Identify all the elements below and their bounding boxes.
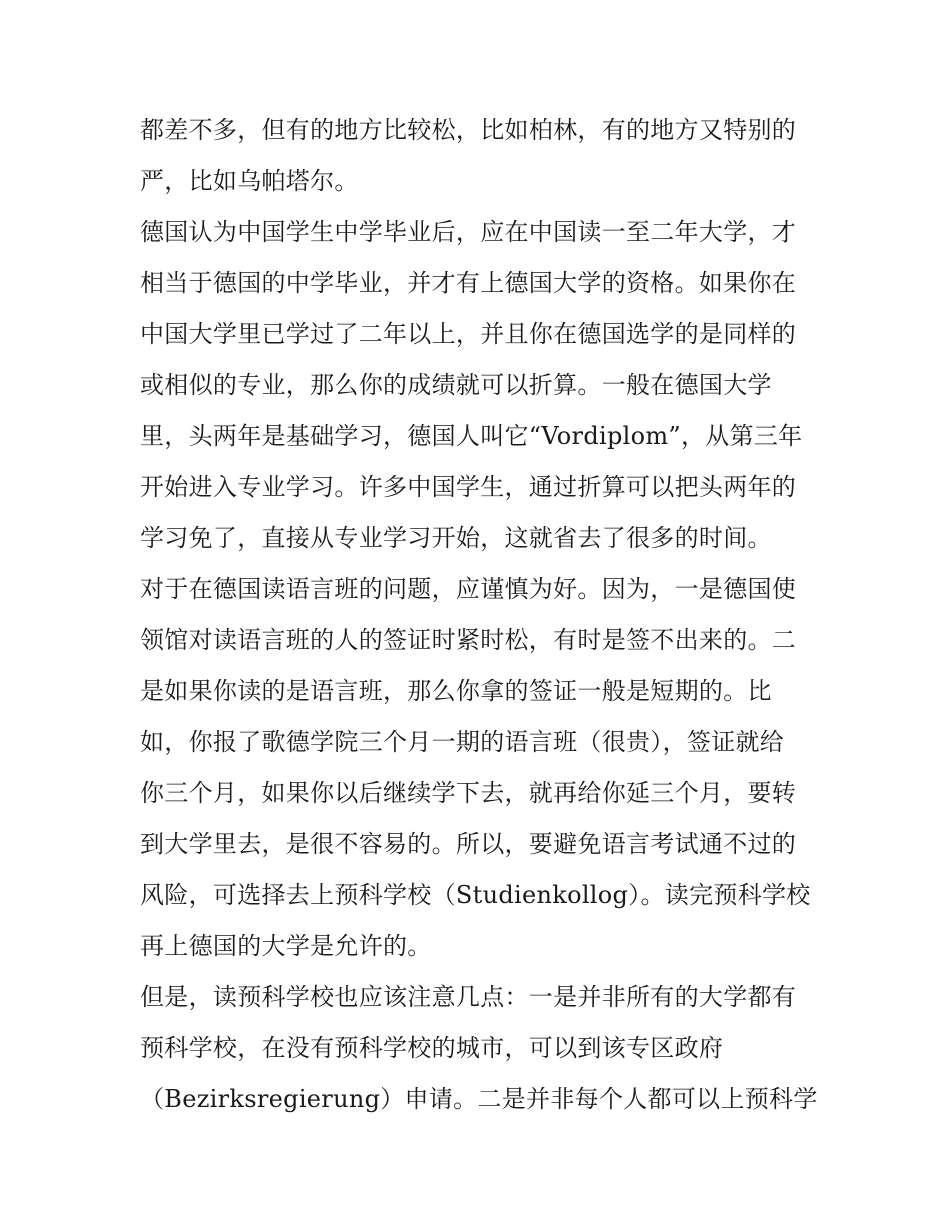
text-line: 学习免了，直接从专业学习开始，这就省去了很多的时间。 [140,524,772,552]
text-line: 领馆对读语言班的人的签证时紧时松，有时是签不出来的。二 [140,626,797,654]
text-line: 如，你报了歌德学院三个月一期的语言班（很贵），签证就给 [140,728,785,756]
text-line: 开始进入专业学习。许多中国学生，通过折算可以把头两年的 [140,473,797,501]
text-line: 你三个月，如果你以后继续学下去，就再给你延三个月，要转 [140,779,797,807]
text-line: 预科学校，在没有预科学校的城市，可以到该专区政府 [140,1034,724,1062]
text-line: 对于在德国读语言班的问题，应谨慎为好。因为，一是德国使 [140,575,797,603]
text-line: 严，比如乌帕塔尔。 [140,167,359,195]
text-line: 德国认为中国学生中学毕业后，应在中国读一至二年大学，才 [140,218,797,246]
text-line: 到大学里去，是很不容易的。所以，要避免语言考试通不过的 [140,830,797,858]
text-line: 是如果你读的是语言班，那么你拿的签证一般是短期的。比 [140,677,772,705]
document-page [140,108,830,1128]
text-line: （Bezirksregierung）申请。二是并非每个人都可以上预科学 [140,1085,818,1113]
text-line: 风险，可选择去上预科学校（Studienkollog）。读完预科学校 [140,881,811,909]
text-line: 相当于德国的中学毕业，并才有上德国大学的资格。如果你在 [140,269,797,297]
text-line: 或相似的专业，那么你的成绩就可以折算。一般在德国大学 [140,371,772,399]
text-line: 再上德国的大学是允许的。 [140,932,432,960]
text-line: 里，头两年是基础学习，德国人叫它“Vordiplom”，从第三年 [140,422,803,450]
text-line: 但是，读预科学校也应该注意几点：一是并非所有的大学都有 [140,983,797,1011]
text-line: 都差不多，但有的地方比较松，比如柏林，有的地方又特别的 [140,116,797,144]
text-line: 中国大学里已学过了二年以上，并且你在德国选学的是同样的 [140,320,797,348]
